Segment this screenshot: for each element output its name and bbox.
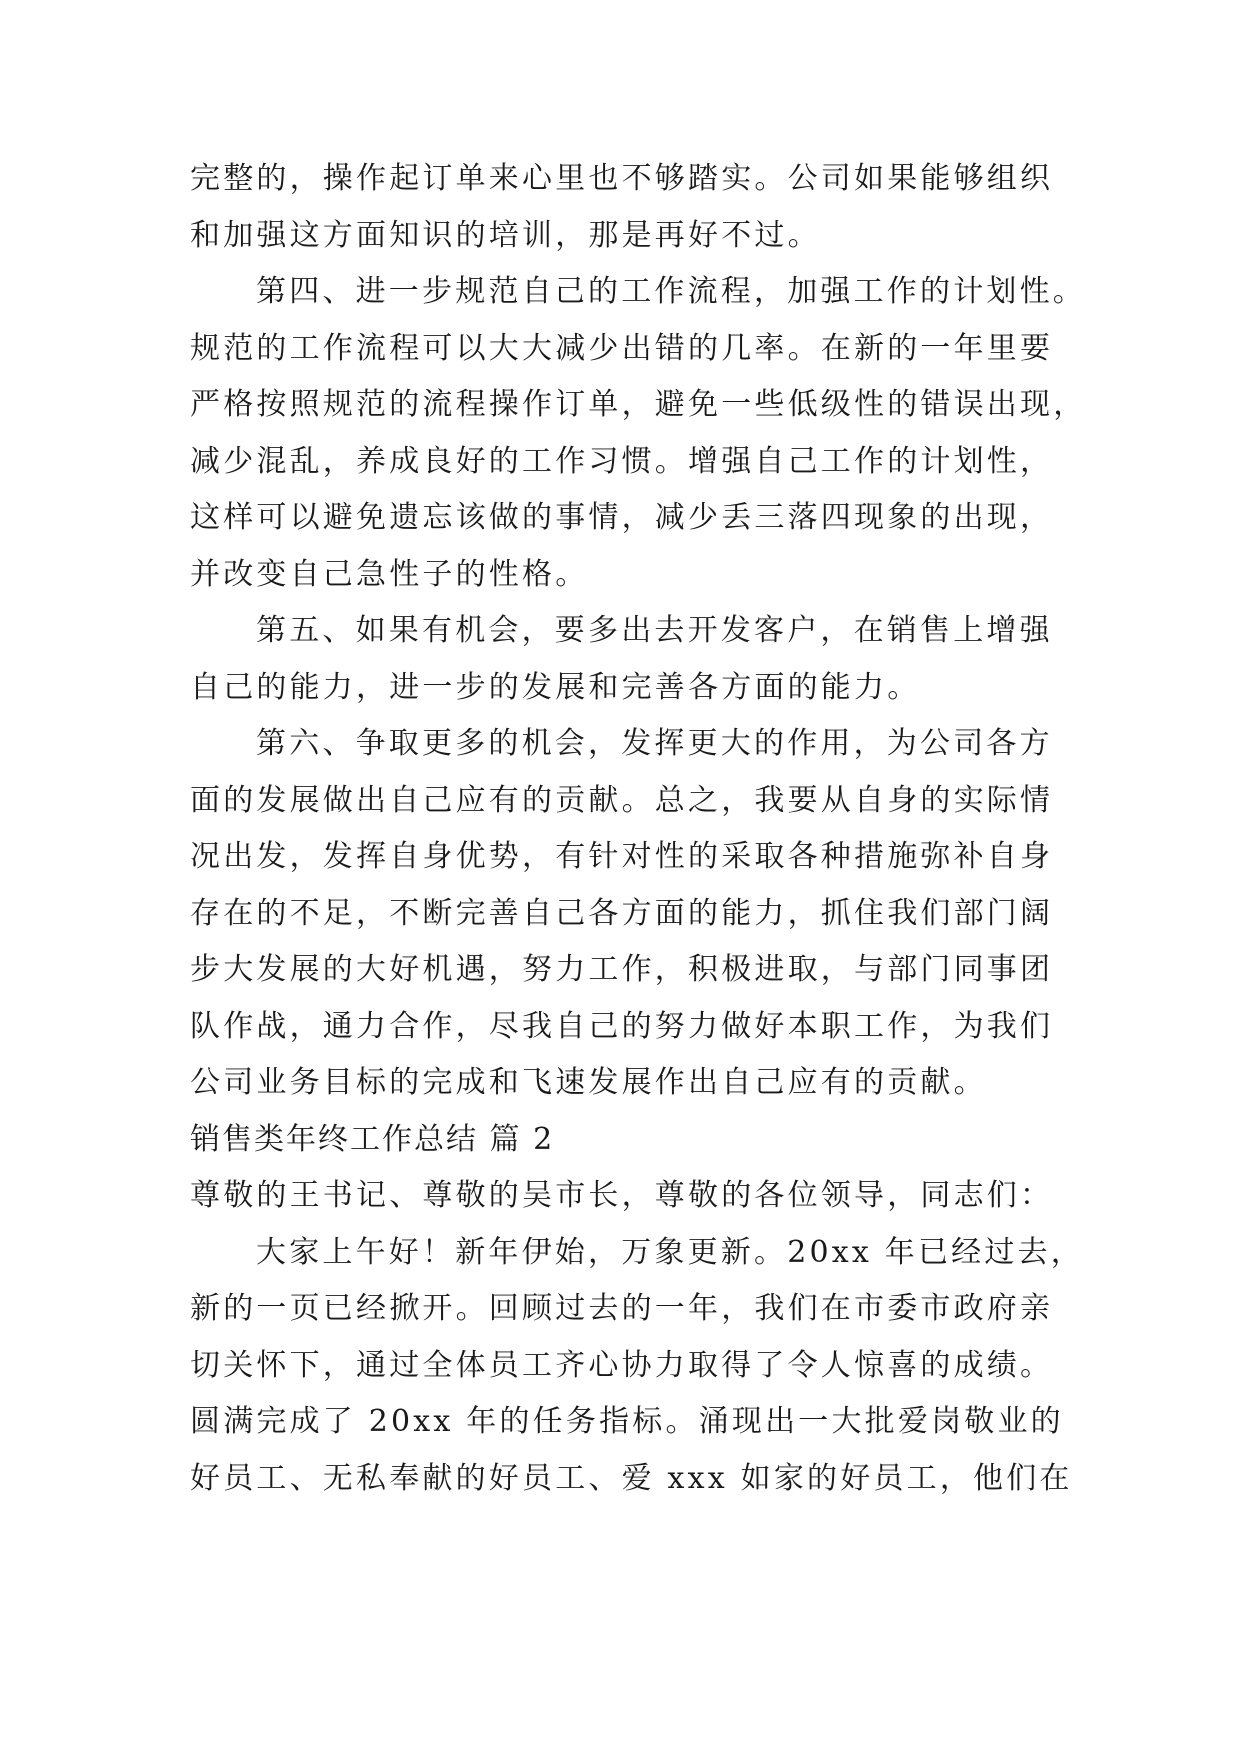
text-line: 第四、进一步规范自己的工作流程，加强工作的计划性。 [256,274,1086,309]
text-line: 减少混乱，养成良好的工作习惯。增强自己工作的计划性， [190,443,1054,479]
text-line: 第五、如果有机会，要多出去开发客户，在销售上增强 [256,613,1053,648]
text-line: 新的一页已经掀开。回顾过去的一年，我们在市委市政府亲 [190,1291,1054,1326]
text-line: 完整的，操作起订单来心里也不够踏实。公司如果能够组织 [190,161,1054,196]
text-line: 公司业务目标的完成和飞速发展作出自己应有的贡献。 [190,1065,987,1100]
text-line: 存在的不足，不断完善自己各方面的能力，抓住我们部门阔 [190,895,1054,931]
text-line: 队作战，通力合作，尽我自己的努力做好本职工作，为我们 [190,1008,1054,1044]
text-line: 况出发，发挥自身优势，有针对性的采取各种措施弥补自身 [190,839,1054,874]
salutation-line: 尊敬的王书记、尊敬的吴市长，尊敬的各位领导，同志们： [190,1178,1054,1213]
text-line: 规范的工作流程可以大大减少出错的几率。在新的一年里要 [190,330,1054,366]
text-line: 大家上午好！新年伊始，万象更新。20xx 年已经过去， [256,1234,1084,1270]
section-heading: 销售类年终工作总结 篇 2 [190,1121,555,1157]
text-line: 和加强这方面知识的培训，那是再好不过。 [190,217,821,253]
text-line: 第六、争取更多的机会，发挥更大的作用，为公司各方 [256,726,1053,761]
text-line: 面的发展做出自己应有的贡献。总之，我要从自身的实际情 [190,782,1054,818]
text-line: 好员工、无私奉献的好员工、爱 xxx 如家的好员工，他们在 [190,1460,1073,1496]
text-line: 步大发展的大好机遇，努力工作，积极进取，与部门同事团 [190,952,1054,987]
text-line: 严格按照规范的流程操作订单，避免一些低级性的错误出现， [190,387,1087,422]
document-body [190,151,1087,1507]
text-line: 并改变自己急性子的性格。 [190,556,589,592]
text-line: 切关怀下，通过全体员工齐心协力取得了令人惊喜的成绩。 [190,1347,1054,1383]
text-line: 自己的能力，进一步的发展和完善各方面的能力。 [190,669,921,705]
text-line: 这样可以避免遗忘该做的事情，减少丢三落四现象的出现， [190,500,1054,535]
text-line: 圆满完成了 20xx 年的任务指标。涌现出一大批爱岗敬业的 [190,1404,1064,1439]
